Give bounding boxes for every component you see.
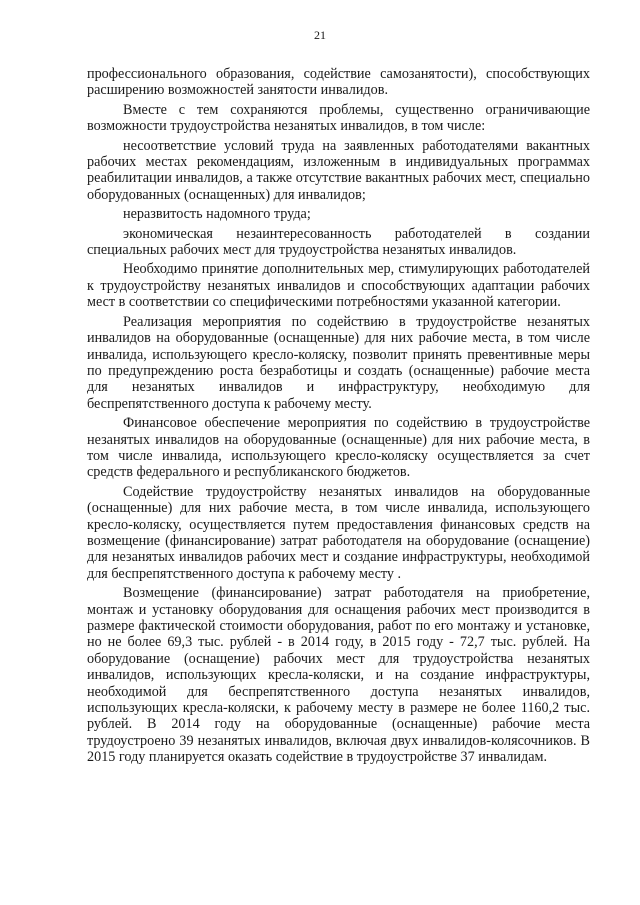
paragraph-implementation: Реализация мероприятия по содействию в трудоустройстве незанятых инвалидов на оборудованные (оснащенные) для них рабочие места, в том числе инвалида, использующего кресло-коляску, позволит принять превентивные меры по предупреждению роста безработицы и создать (оснащенные) рабочие места для незанятых инвалидов и инфраструктуру, необходимую для беспрепятственного доступа к рабочему месту. <box>87 313 590 412</box>
document-body <box>87 66 590 769</box>
paragraph-assistance: Содействие трудоустройству незанятых инвалидов на оборудованные (оснащенные) для них рабочие места, в том числе инвалида, использующего кресло-коляску, осуществляется путем предоставления финансовых средств на возмещение (финансирование) затрат работодателя на оборудование (оснащение) для незанятых инвалидов рабочих мест и создание инфраструктуры, необходимой для беспрепятственного доступа к рабочему месту . <box>87 483 590 582</box>
paragraph-problem-homework: неразвитость надомного труда; <box>123 206 311 223</box>
paragraph-measures-needed: Необходимо принятие дополнительных мер, стимулирующих работодателей к трудоустройству незанятых инвалидов и способствующих адаптации рабочих мест в соответствии со специфическими потребностями указанной категории. <box>87 261 590 311</box>
paragraph-reimbursement: Возмещение (финансирование) затрат работодателя на приобретение, монтаж и установку оборудования для оснащения рабочих мест производится в размере фактической стоимости оборудования, работ по его монтажу и установке, но не более 69,3 тыс. рублей - в 2014 году, в 2015 году - 72,7 тыс. рублей. На оборудование (оснащение) рабочих мест для трудоустройства незанятых инвалидов, использующих кресла-коляски, и на создание инфраструктуры, необходимой для беспрепятственного доступа незанятых инвалидов, использующих кресла-коляски, к рабочему месту в размере не более 1160,2 тыс. рублей. В 2014 году на оборудованные (оснащенные) рабочие места трудоустроено 39 незанятых инвалидов, включая двух инвалидов-колясочников. В 2015 году планируется оказать содействие в трудоустройстве 37 инвалидам. <box>87 585 590 766</box>
paragraph-problem-mismatch: несоответствие условий труда на заявленных работодателями вакантных рабочих местах рекомендациям, изложенным в индивидуальных программах реабилитации инвалидов, а также отсутствие вакантных рабочих мест, специально оборудованных (оснащенных) для инвалидов; <box>87 137 590 203</box>
paragraph-financing: Финансовое обеспечение мероприятия по содействию в трудоустройстве незанятых инвалидов на оборудованные (оснащенные) для них рабочие места, в том числе инвалида, использующего кресло-коляску осуществляется за счет средств федерального и республиканского бюджетов. <box>87 415 590 481</box>
paragraph-continuation: профессионального образования, содействие самозанятости), способствующих расширению возможностей занятости инвалидов. <box>87 66 590 99</box>
paragraph-problems-intro: Вместе с тем сохраняются проблемы, существенно ограничивающие возможности трудоустройства незанятых инвалидов, в том числе: <box>87 101 590 135</box>
page-number: 21 <box>314 28 326 42</box>
paragraph-problem-economic: экономическая незаинтересованность работодателей в создании специальных рабочих мест для трудоустройства незанятых инвалидов. <box>87 225 590 259</box>
